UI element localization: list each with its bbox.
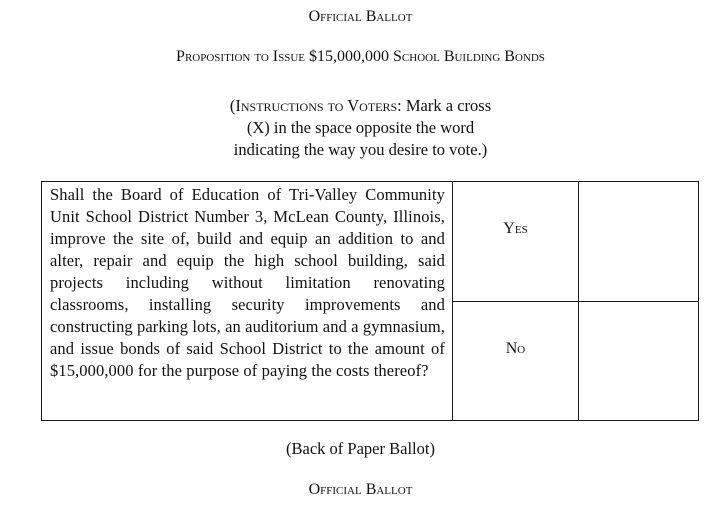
instructions-line-3: indicating the way you desire to vote.) — [233, 140, 488, 159]
instructions-heading: Instructions to Voters: — [235, 96, 402, 115]
yes-label: Yes — [503, 220, 528, 237]
ballot-row-yes — [42, 182, 699, 302]
mark-box-yes[interactable] — [579, 182, 699, 302]
instructions-line-2: (X) in the space opposite the word — [246, 118, 475, 137]
voter-instructions — [0, 95, 721, 161]
instructions-line-1-rest: Mark a cross — [401, 96, 492, 115]
ballot-table — [41, 181, 699, 421]
ballot-title-top: Official Ballot — [308, 8, 413, 25]
instructions-line-1: (Instructions to Voters: Mark a cross — [229, 96, 492, 115]
ballot-question-cell — [42, 182, 453, 421]
back-of-ballot-note: (Back of Paper Ballot) — [286, 439, 435, 458]
proposition-title: Proposition to Issue $15,000,000 School Building Bonds — [176, 48, 545, 65]
choice-yes-label — [453, 182, 579, 302]
ballot-question-text: Shall the Board of Education of Tri-Valley Community Unit School District Number 3, McLean County, Illinois, improve the site of, build and equip an addition to and alter, repair and equip the high school building, said projects including without limitation renovating classrooms, installing security improvements and constructing parking lots, an auditorium and a gymnasium, and issue bonds of said School District to the amount of $15,000,000 for the purpose of paying the costs thereof? — [50, 185, 445, 380]
no-label: No — [505, 339, 526, 357]
ballot-title-bottom: Official Ballot — [308, 481, 413, 498]
mark-box-no[interactable] — [579, 301, 699, 421]
choice-no-label — [453, 301, 579, 421]
